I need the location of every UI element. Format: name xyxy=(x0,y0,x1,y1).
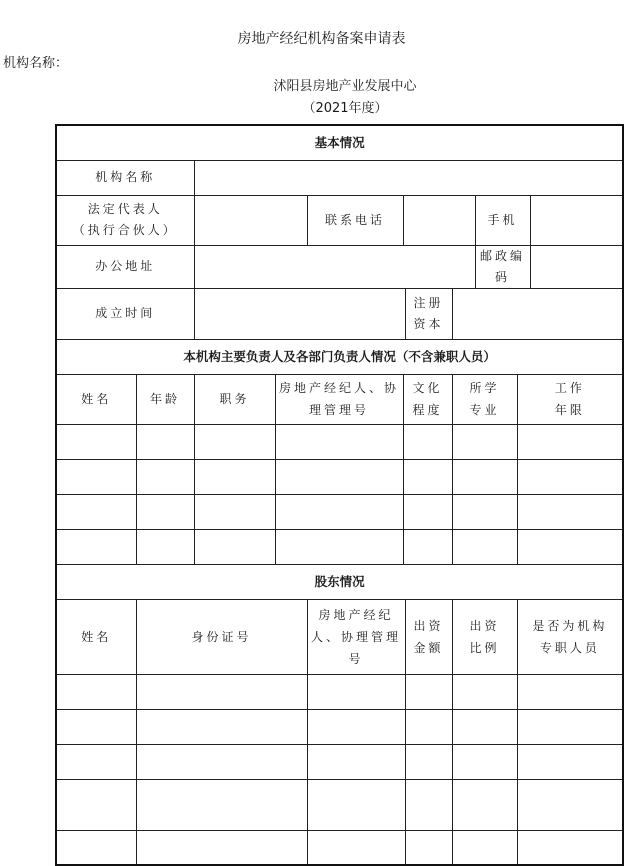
mgr-cell[interactable] xyxy=(136,529,194,564)
mgr-cell[interactable] xyxy=(452,459,517,494)
mgr-cell[interactable] xyxy=(517,459,623,494)
mgr-cell[interactable] xyxy=(452,494,517,529)
mgr-col-education: 文化程度 xyxy=(403,374,452,424)
sh-cell[interactable] xyxy=(517,830,623,865)
org-name-label-cell: 机构名称 xyxy=(56,160,194,195)
sh-cell[interactable] xyxy=(307,830,405,865)
sh-col-amount xyxy=(405,599,452,674)
established-date-field[interactable] xyxy=(194,288,405,339)
reg-capital-label xyxy=(405,288,452,339)
section-managers: 本机构主要负责人及各部门负责人情况（不含兼职人员） xyxy=(56,339,623,374)
mgr-cell[interactable] xyxy=(403,459,452,494)
manager-row xyxy=(56,529,623,564)
year-label: （2021年度） xyxy=(302,101,388,116)
mgr-cell[interactable] xyxy=(56,459,136,494)
mgr-cell[interactable] xyxy=(136,459,194,494)
mgr-cell[interactable] xyxy=(136,424,194,459)
mgr-cell[interactable] xyxy=(452,424,517,459)
mgr-col-age: 年龄 xyxy=(136,374,194,424)
mgr-cell[interactable] xyxy=(194,424,275,459)
mgr-cell[interactable] xyxy=(403,529,452,564)
sh-col-id: 身份证号 xyxy=(136,599,307,674)
mgr-cell[interactable] xyxy=(452,529,517,564)
mgr-col-position: 职务 xyxy=(194,374,275,424)
sh-cell[interactable] xyxy=(307,709,405,744)
mgr-col-major-line1: 所学 xyxy=(469,381,500,395)
issuer-name: 沭阳县房地产业发展中心 xyxy=(273,79,417,94)
sh-col-license-line3: 号 xyxy=(348,651,364,666)
manager-row xyxy=(56,459,623,494)
mgr-cell[interactable] xyxy=(56,529,136,564)
legal-rep-label xyxy=(56,195,194,245)
sh-cell[interactable] xyxy=(517,744,623,779)
mobile-label: 手机 xyxy=(475,195,530,245)
sh-cell[interactable] xyxy=(405,674,452,709)
sh-cell[interactable] xyxy=(136,779,307,830)
office-address-field[interactable] xyxy=(194,245,475,288)
sh-col-amount-line1: 出资 xyxy=(413,618,444,633)
org-name-label: 机构名称： xyxy=(3,56,69,71)
mobile-field[interactable] xyxy=(530,195,623,245)
section-shareholders: 股东情况 xyxy=(56,564,623,599)
sh-col-ratio xyxy=(452,599,517,674)
mgr-cell[interactable] xyxy=(275,424,403,459)
section-basic-info: 基本情况 xyxy=(56,125,623,160)
mgr-col-license xyxy=(275,374,403,424)
manager-row xyxy=(56,494,623,529)
org-name-field[interactable] xyxy=(194,160,623,195)
reg-capital-label-line1: 注册 xyxy=(413,295,444,310)
mgr-col-years xyxy=(517,374,623,424)
sh-cell[interactable] xyxy=(136,709,307,744)
mgr-cell[interactable] xyxy=(275,459,403,494)
sh-col-name: 姓名 xyxy=(56,599,136,674)
sh-cell[interactable] xyxy=(452,744,517,779)
mgr-cell[interactable] xyxy=(403,494,452,529)
sh-cell[interactable] xyxy=(405,709,452,744)
sh-col-fulltime-line2: 专职人员 xyxy=(539,640,600,655)
sh-cell[interactable] xyxy=(56,674,136,709)
sh-cell[interactable] xyxy=(307,744,405,779)
sh-cell[interactable] xyxy=(517,674,623,709)
contact-phone-field[interactable] xyxy=(403,195,475,245)
postal-code-label: 邮政编码 xyxy=(475,245,530,288)
sh-col-license-line2: 人、协理管理 xyxy=(310,629,401,644)
mgr-cell[interactable] xyxy=(517,424,623,459)
sh-cell[interactable] xyxy=(56,830,136,865)
shareholder-row xyxy=(56,709,623,744)
legal-rep-label-line1: 法定代表人 xyxy=(87,202,163,216)
postal-code-field[interactable] xyxy=(530,245,623,288)
mgr-col-major xyxy=(452,374,517,424)
sh-cell[interactable] xyxy=(56,779,136,830)
shareholder-row xyxy=(56,674,623,709)
legal-rep-label-line2: （执行合伙人） xyxy=(72,223,178,237)
mgr-col-years-line2: 年限 xyxy=(554,403,585,417)
mgr-cell[interactable] xyxy=(136,494,194,529)
mgr-col-major-line2: 专业 xyxy=(469,403,500,417)
sh-cell[interactable] xyxy=(136,744,307,779)
sh-col-amount-line2: 金额 xyxy=(413,640,444,655)
registration-form-table xyxy=(55,124,624,866)
reg-capital-label-line2: 资本 xyxy=(413,316,444,331)
sh-cell[interactable] xyxy=(136,830,307,865)
mgr-col-license-line2: 理管理号 xyxy=(308,403,369,417)
contact-phone-label: 联系电话 xyxy=(307,195,403,245)
office-address-label: 办公地址 xyxy=(56,245,194,288)
mgr-cell[interactable] xyxy=(275,529,403,564)
sh-cell[interactable] xyxy=(405,830,452,865)
mgr-cell[interactable] xyxy=(403,424,452,459)
shareholder-row xyxy=(56,779,623,830)
mgr-cell[interactable] xyxy=(194,529,275,564)
sh-cell[interactable] xyxy=(405,744,452,779)
mgr-col-years-line1: 工作 xyxy=(554,381,585,395)
mgr-cell[interactable] xyxy=(56,494,136,529)
established-date-label: 成立时间 xyxy=(56,288,194,339)
manager-row xyxy=(56,424,623,459)
sh-col-fulltime xyxy=(517,599,623,674)
sh-cell[interactable] xyxy=(452,779,517,830)
shareholder-row xyxy=(56,744,623,779)
mgr-cell[interactable] xyxy=(56,424,136,459)
sh-cell[interactable] xyxy=(517,709,623,744)
sh-cell[interactable] xyxy=(56,709,136,744)
mgr-cell[interactable] xyxy=(517,529,623,564)
sh-col-ratio-line2: 比例 xyxy=(469,640,500,655)
sh-cell[interactable] xyxy=(452,709,517,744)
form-title: 房地产经纪机构备案申请表 xyxy=(237,31,406,47)
legal-rep-field[interactable] xyxy=(194,195,307,245)
mgr-cell[interactable] xyxy=(194,459,275,494)
mgr-cell[interactable] xyxy=(275,494,403,529)
sh-cell[interactable] xyxy=(56,744,136,779)
sh-cell[interactable] xyxy=(405,779,452,830)
mgr-cell[interactable] xyxy=(194,494,275,529)
sh-col-license-line1: 房地产经纪 xyxy=(318,607,394,622)
sh-cell[interactable] xyxy=(452,830,517,865)
sh-cell[interactable] xyxy=(517,779,623,830)
sh-col-ratio-line1: 出资 xyxy=(469,618,500,633)
sh-col-fulltime-line1: 是否为机构 xyxy=(532,618,608,633)
sh-cell[interactable] xyxy=(136,674,307,709)
sh-cell[interactable] xyxy=(307,779,405,830)
mgr-col-name: 姓名 xyxy=(56,374,136,424)
sh-cell[interactable] xyxy=(307,674,405,709)
reg-capital-field[interactable] xyxy=(452,288,623,339)
mgr-cell[interactable] xyxy=(517,494,623,529)
shareholder-row xyxy=(56,830,623,865)
sh-col-license xyxy=(307,599,405,674)
mgr-col-license-line1: 房地产经纪人、协 xyxy=(278,381,399,395)
sh-cell[interactable] xyxy=(452,674,517,709)
